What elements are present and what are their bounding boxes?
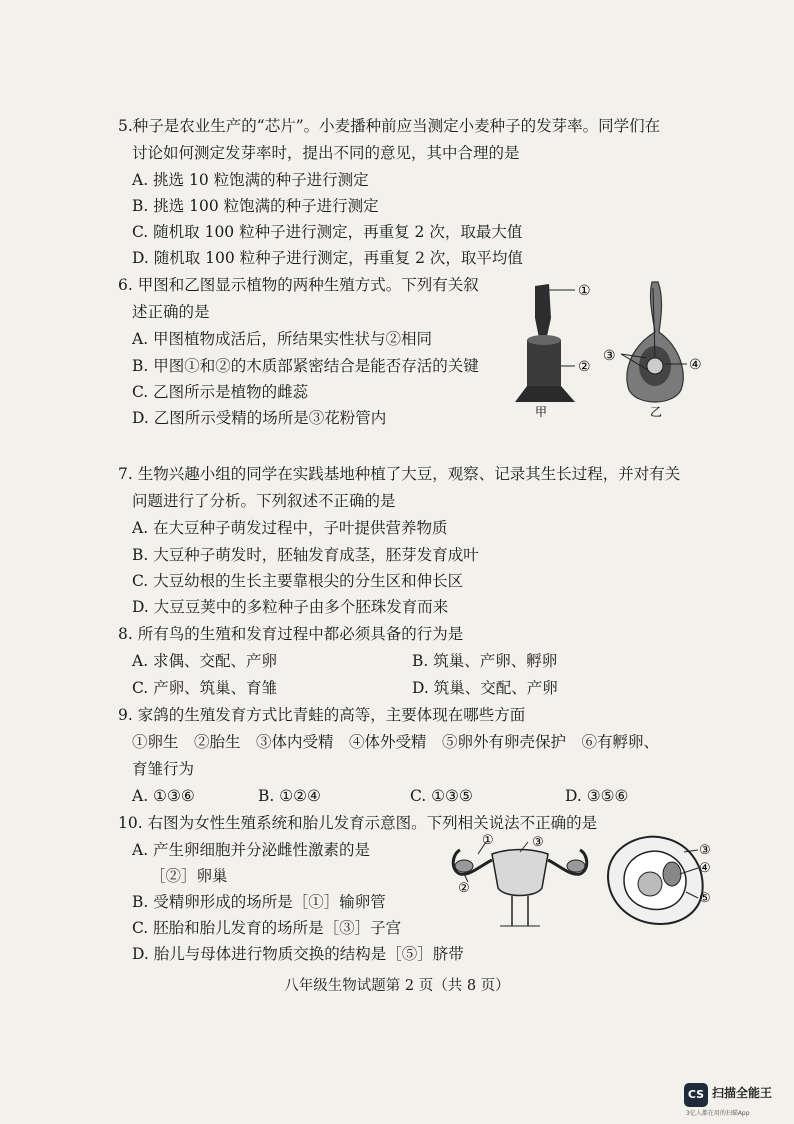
- q6-option-b: B. 甲图①和②的木质部紧密结合是能否存活的关键: [132, 357, 479, 375]
- camscanner-subtitle: 3亿人都在用的扫描App: [686, 1110, 750, 1117]
- fig-fetus-label-5: ⑤: [699, 891, 711, 906]
- q7-option-a: A. 在大豆种子萌发过程中，子叶提供营养物质: [132, 519, 448, 537]
- q9-option-d: D. ③⑤⑥: [565, 787, 629, 805]
- figure-jia-grafting: [515, 283, 591, 418]
- fig-fetus-label-4: ④: [699, 861, 711, 876]
- fig-yi-label-4: ④: [689, 357, 702, 373]
- q10-option-a-line2: ［②］卵巢: [150, 867, 228, 885]
- fig-uterus-label-3: ③: [532, 835, 544, 850]
- q8-option-a: A. 求偶、交配、产卵: [132, 652, 278, 670]
- q6-option-a: A. 甲图植物成活后，所结果实性状与②相同: [132, 330, 433, 348]
- q6-option-c: C. 乙图所示是植物的雌蕊: [132, 383, 309, 401]
- q8-option-d: D. 筑巢、交配、产卵: [412, 679, 558, 697]
- q6-stem-line1: 6. 甲图和乙图显示植物的两种生殖方式。下列有关叙: [118, 276, 479, 294]
- q8-option-b: B. 筑巢、产卵、孵卵: [412, 652, 558, 670]
- page-footer: 八年级生物试题第 2 页（共 8 页）: [284, 978, 510, 994]
- q10-option-d: D. 胎儿与母体进行物质交换的结构是［⑤］脐带: [132, 945, 464, 963]
- fig-fetus-label-3: ③: [699, 843, 711, 858]
- q5-option-c: C. 随机取 100 粒种子进行测定，再重复 2 次，取最大值: [132, 223, 523, 241]
- q10-option-b: B. 受精卵形成的场所是［①］输卵管: [132, 893, 386, 911]
- q5-stem-line1: 5.种子是农业生产的“芯片”。小麦播种前应当测定小麦种子的发芽率。同学们在: [118, 117, 661, 135]
- fig-jia-caption: 甲: [535, 405, 548, 418]
- q8-stem: 8. 所有鸟的生殖和发育过程中都必须具备的行为是: [118, 625, 464, 643]
- fig-jia-label-2: ②: [578, 359, 591, 375]
- q9-option-a: A. ①③⑥: [132, 787, 195, 805]
- figure-yi-pistil: [603, 282, 702, 418]
- q5-option-a: A. 挑选 10 粒饱满的种子进行测定: [132, 171, 369, 189]
- q7-stem-line1: 7. 生物兴趣小组的同学在实践基地种植了大豆，观察、记录其生长过程，并对有关: [118, 465, 681, 483]
- q9-items-line1: ①卵生 ②胎生 ③体内受精 ④体外受精 ⑤卵外有卵壳保护 ⑥有孵卵、: [132, 733, 660, 751]
- q8-option-c: C. 产卵、筑巢、育雏: [132, 679, 278, 697]
- q10-option-a-line1: A. 产生卵细胞并分泌雌性激素的是: [132, 841, 371, 859]
- q5-option-d: D. 随机取 100 粒种子进行测定，再重复 2 次，取平均值: [132, 249, 523, 267]
- fig-uterus-label-2: ②: [458, 881, 470, 896]
- q10-option-c: C. 胚胎和胎儿发育的场所是［③］子宫: [132, 919, 402, 937]
- q5-option-b: B. 挑选 100 粒饱满的种子进行测定: [132, 197, 379, 215]
- fig-yi-label-3: ③: [603, 348, 616, 364]
- fig-uterus-label-1: ①: [482, 833, 494, 848]
- q7-stem-line2: 问题进行了分析。下列叙述不正确的是: [132, 492, 396, 510]
- q6-figure-grafting-and-pistil: [505, 278, 715, 418]
- q7-option-c: C. 大豆幼根的生长主要靠根尖的分生区和伸长区: [132, 572, 464, 590]
- q7-option-b: B. 大豆种子萌发时，胚轴发育成茎，胚芽发育成叶: [132, 546, 479, 564]
- fig-jia-label-1: ①: [578, 283, 591, 299]
- q9-stem: 9. 家鸽的生殖发育方式比青蛙的高等，主要体现在哪些方面: [118, 706, 526, 724]
- q7-option-d: D. 大豆豆荚中的多粒种子由多个胚珠发育而来: [132, 598, 449, 616]
- camscanner-logo-icon: CS: [684, 1083, 708, 1107]
- q6-option-d: D. 乙图所示受精的场所是③花粉管内: [132, 409, 387, 427]
- q9-items-line2: 育雏行为: [132, 760, 195, 778]
- figure-uterus: [453, 833, 587, 926]
- figure-fetus: [608, 837, 711, 924]
- q9-option-b: B. ①②④: [258, 787, 321, 805]
- q6-stem-line2: 述正确的是: [132, 303, 210, 321]
- q10-figure-reproductive-system: [440, 830, 730, 940]
- q5-stem-line2: 讨论如何测定发芽率时，提出不同的意见，其中合理的是: [132, 144, 520, 162]
- fig-yi-caption: 乙: [650, 405, 663, 418]
- q9-option-c: C. ①③⑤: [410, 787, 473, 805]
- q10-stem: 10. 右图为女性生殖系统和胎儿发育示意图。下列相关说法不正确的是: [118, 814, 598, 832]
- camscanner-title: 扫描全能王: [712, 1086, 773, 1100]
